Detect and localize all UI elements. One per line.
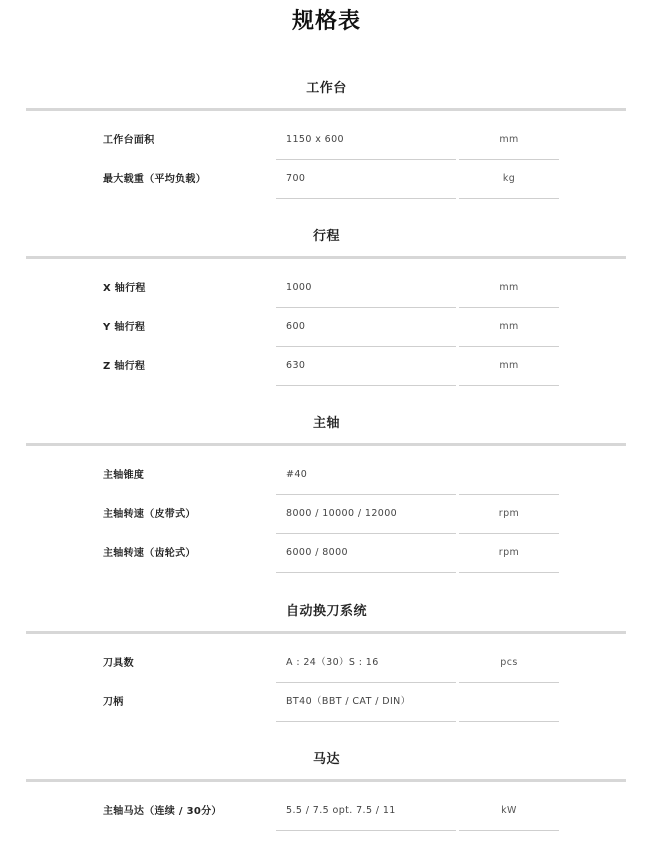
spec-unit-cell — [459, 456, 559, 495]
section-travel — [0, 224, 653, 372]
spec-row — [0, 269, 653, 308]
spec-unit-cell — [459, 269, 559, 308]
section-spindle — [0, 411, 653, 559]
section-heading: 自动换刀系统 — [285, 604, 367, 619]
spec-label: 工作台面积 — [103, 135, 155, 146]
spec-label: 主轴锥度 — [103, 470, 145, 481]
spec-unit: kW — [501, 805, 517, 816]
section-divider — [26, 779, 626, 782]
spec-unit-cell — [459, 121, 559, 160]
spec-unit: mm — [499, 134, 519, 145]
spec-value-cell — [276, 644, 456, 683]
section-atc — [0, 599, 653, 708]
spec-label: 主轴马达（连续 / 30分） — [103, 806, 222, 817]
spec-label: Y 轴行程 — [103, 322, 146, 333]
spec-label: 刀具数 — [103, 658, 134, 669]
spec-value-cell — [276, 308, 456, 347]
spec-unit: rpm — [498, 508, 520, 519]
spec-value: 600 — [286, 321, 306, 332]
spec-value: 1000 — [286, 282, 312, 293]
spec-value: 6000 / 8000 — [286, 547, 348, 558]
spec-value: 630 — [286, 360, 306, 371]
section-heading: 马达 — [312, 752, 340, 767]
page-title: 规格表 — [291, 9, 361, 34]
spec-unit: kg — [502, 173, 516, 184]
spec-label: 主轴转速（皮带式） — [103, 509, 196, 520]
spec-value-cell — [276, 495, 456, 534]
spec-row — [0, 534, 653, 573]
spec-value-cell — [276, 269, 456, 308]
spec-unit: rpm — [498, 547, 520, 558]
spec-unit-cell — [459, 534, 559, 573]
spec-label: 最大载重（平均负载） — [103, 174, 206, 185]
spec-value-cell — [276, 456, 456, 495]
spec-unit: mm — [499, 321, 519, 332]
section-divider — [26, 631, 626, 634]
spec-value-cell — [276, 683, 456, 722]
spec-label: X 轴行程 — [103, 283, 146, 294]
spec-label: 刀柄 — [103, 697, 124, 708]
spec-unit: pcs — [500, 657, 518, 668]
spec-value: 8000 / 10000 / 12000 — [286, 508, 398, 519]
spec-row — [0, 792, 653, 831]
spec-value-cell — [276, 534, 456, 573]
spec-unit-cell — [459, 160, 559, 199]
spec-unit-cell — [459, 644, 559, 683]
spec-row — [0, 308, 653, 347]
section-heading: 工作台 — [306, 81, 347, 96]
section-heading: 主轴 — [312, 416, 340, 431]
spec-value-cell — [276, 792, 456, 831]
spec-value-cell — [276, 347, 456, 386]
spec-value: #40 — [286, 469, 308, 480]
spec-unit: mm — [499, 282, 519, 293]
spec-unit-cell — [459, 495, 559, 534]
spec-row — [0, 683, 653, 722]
section-divider — [26, 108, 626, 111]
spec-row — [0, 160, 653, 199]
section-motor — [0, 747, 653, 817]
spec-unit-cell — [459, 347, 559, 386]
section-divider — [26, 256, 626, 259]
spec-value: 5.5 / 7.5 opt. 7.5 / 11 — [286, 805, 396, 816]
spec-label: Z 轴行程 — [103, 361, 146, 372]
spec-unit-cell — [459, 683, 559, 722]
spec-label: 主轴转速（齿轮式） — [103, 548, 196, 559]
section-divider — [26, 443, 626, 446]
spec-value-cell — [276, 121, 456, 160]
section-worktable — [0, 76, 653, 185]
spec-unit-cell — [459, 308, 559, 347]
spec-value-cell — [276, 160, 456, 199]
spec-row — [0, 456, 653, 495]
spec-value: A : 24（30）S : 16 — [286, 657, 379, 668]
spec-value: 700 — [286, 173, 306, 184]
spec-unit-cell — [459, 792, 559, 831]
spec-row — [0, 495, 653, 534]
spec-row — [0, 644, 653, 683]
spec-value: BT40（BBT / CAT / DIN） — [286, 696, 411, 707]
spec-unit: mm — [499, 360, 519, 371]
section-heading: 行程 — [312, 229, 340, 244]
spec-row — [0, 121, 653, 160]
spec-row — [0, 347, 653, 386]
spec-value: 1150 x 600 — [286, 134, 344, 145]
